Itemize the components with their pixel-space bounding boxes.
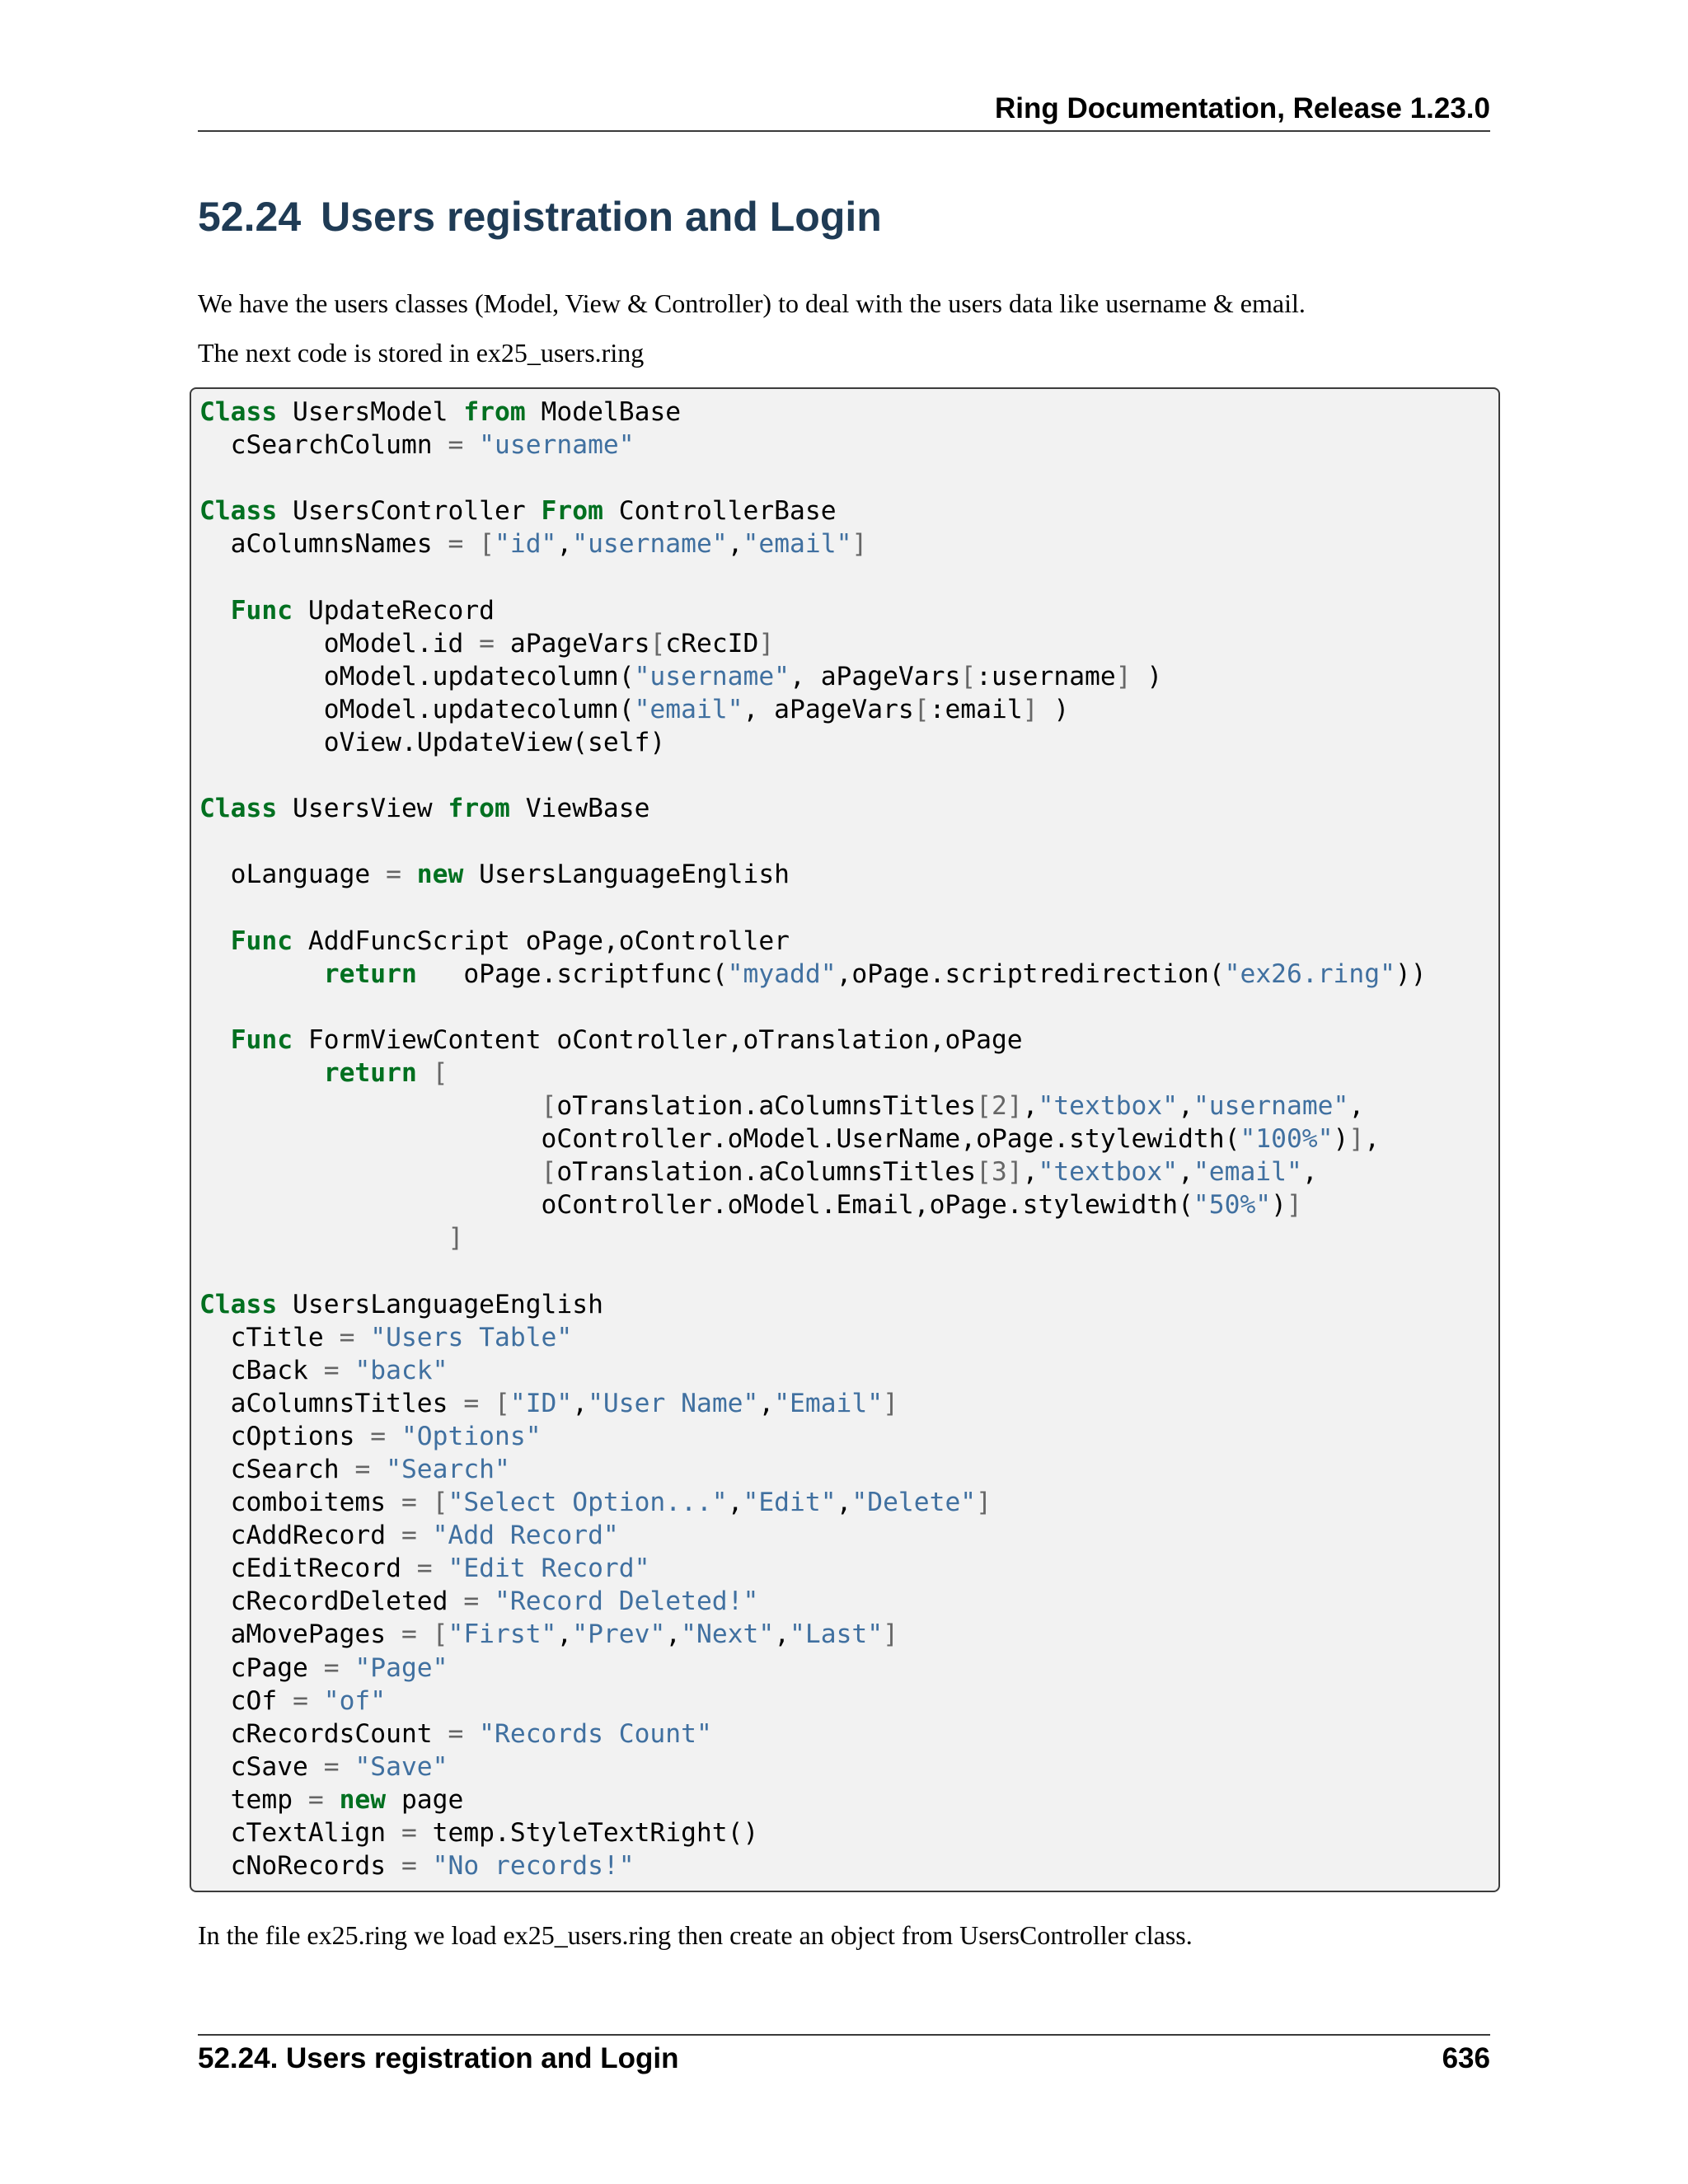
footer-section: 52.24. Users registration and Login	[198, 2042, 679, 2074]
code-line: oController.oModel.Email,oPage.stylewidth("50%")]	[199, 1190, 1302, 1221]
code-line: cOptions = "Options"	[199, 1421, 542, 1451]
code-line: oController.oModel.UserName,oPage.stylewidth("100%")],	[199, 1124, 1381, 1155]
code-line: cAddRecord = "Add Record"	[199, 1521, 619, 1551]
page-number: 636	[1442, 2042, 1490, 2074]
code-line: comboitems = ["Select Option...","Edit","Delete"]	[199, 1488, 992, 1518]
code-line: aColumnsNames = ["id","username","email"]	[199, 529, 868, 560]
intro-paragraph: We have the users classes (Model, View & Controller) to deal with the users data like username & email.	[198, 288, 1306, 318]
closing-paragraph: In the file ex25.ring we load ex25_users.ring then create an object from UsersController class.	[198, 1920, 1193, 1950]
code-line: cTextAlign = temp.StyleTextRight()	[199, 1818, 759, 1849]
section-number: 52.24	[198, 194, 302, 240]
code-line: cOf = "of"	[199, 1685, 387, 1716]
code-line: Func UpdateRecord	[230, 595, 495, 626]
section-title-text: Users registration and Login	[321, 194, 882, 240]
code-line: cSearch = "Search"	[199, 1455, 510, 1484]
code-line: [oTranslation.aColumnsTitles[2],"textbox","username",	[541, 1090, 1365, 1121]
code-line: [oTranslation.aColumnsTitles[3],"textbox","email",	[541, 1157, 1318, 1188]
code-line: cNoRecords = "No records!"	[199, 1851, 635, 1882]
code-line: Class UsersView from ViewBase	[199, 794, 650, 824]
code-block	[190, 387, 1500, 1892]
code-line: ]	[448, 1223, 464, 1254]
code-line: oModel.updatecolumn("username", aPageVars[:username] )	[199, 661, 1163, 691]
code-line: Class UsersLanguageEnglish	[199, 1289, 603, 1319]
code-listing	[199, 396, 1427, 1882]
code-line: cSearchColumn = "username"	[199, 430, 635, 461]
code-line: Class UsersController From ControllerBase	[199, 496, 837, 527]
code-line: oLanguage = new UsersLanguageEnglish	[199, 860, 790, 890]
code-line: aColumnsTitles = ["ID","User Name","Email"]	[199, 1388, 898, 1418]
code-line: cRecordDeleted = "Record Deleted!"	[199, 1586, 759, 1617]
section-title	[198, 193, 882, 241]
code-line: cRecordsCount = "Records Count"	[199, 1718, 712, 1749]
header-rule	[198, 130, 1490, 132]
code-line: return [	[323, 1057, 448, 1088]
code-line: cBack = "back"	[199, 1355, 448, 1385]
code-line: Func AddFuncScript oPage,oController	[230, 926, 790, 956]
code-line: return oPage.scriptfunc("myadd",oPage.scriptredirection("ex26.ring"))	[323, 958, 1427, 989]
code-line: Func FormViewContent oController,oTranslation,oPage	[230, 1024, 1023, 1055]
code-line: cSave = "Save"	[199, 1751, 448, 1782]
code-line: cTitle = "Users Table"	[199, 1322, 573, 1352]
code-line: temp = new page	[199, 1784, 464, 1815]
file-paragraph: The next code is stored in ex25_users.ring	[198, 338, 645, 368]
code-line: aMovePages = ["First","Prev","Next","Last"]	[199, 1619, 898, 1650]
code-line: oView.UpdateView(self)	[199, 727, 666, 757]
running-header: Ring Documentation, Release 1.23.0	[994, 92, 1490, 124]
code-line: cEditRecord = "Edit Record"	[199, 1554, 650, 1584]
code-line: Class UsersModel from ModelBase	[199, 397, 682, 427]
code-line: oModel.updatecolumn("email", aPageVars[:email] )	[199, 694, 1070, 724]
code-line: oModel.id = aPageVars[cRecID]	[199, 628, 775, 658]
footer-rule	[198, 2034, 1490, 2036]
code-line: cPage = "Page"	[199, 1652, 448, 1683]
